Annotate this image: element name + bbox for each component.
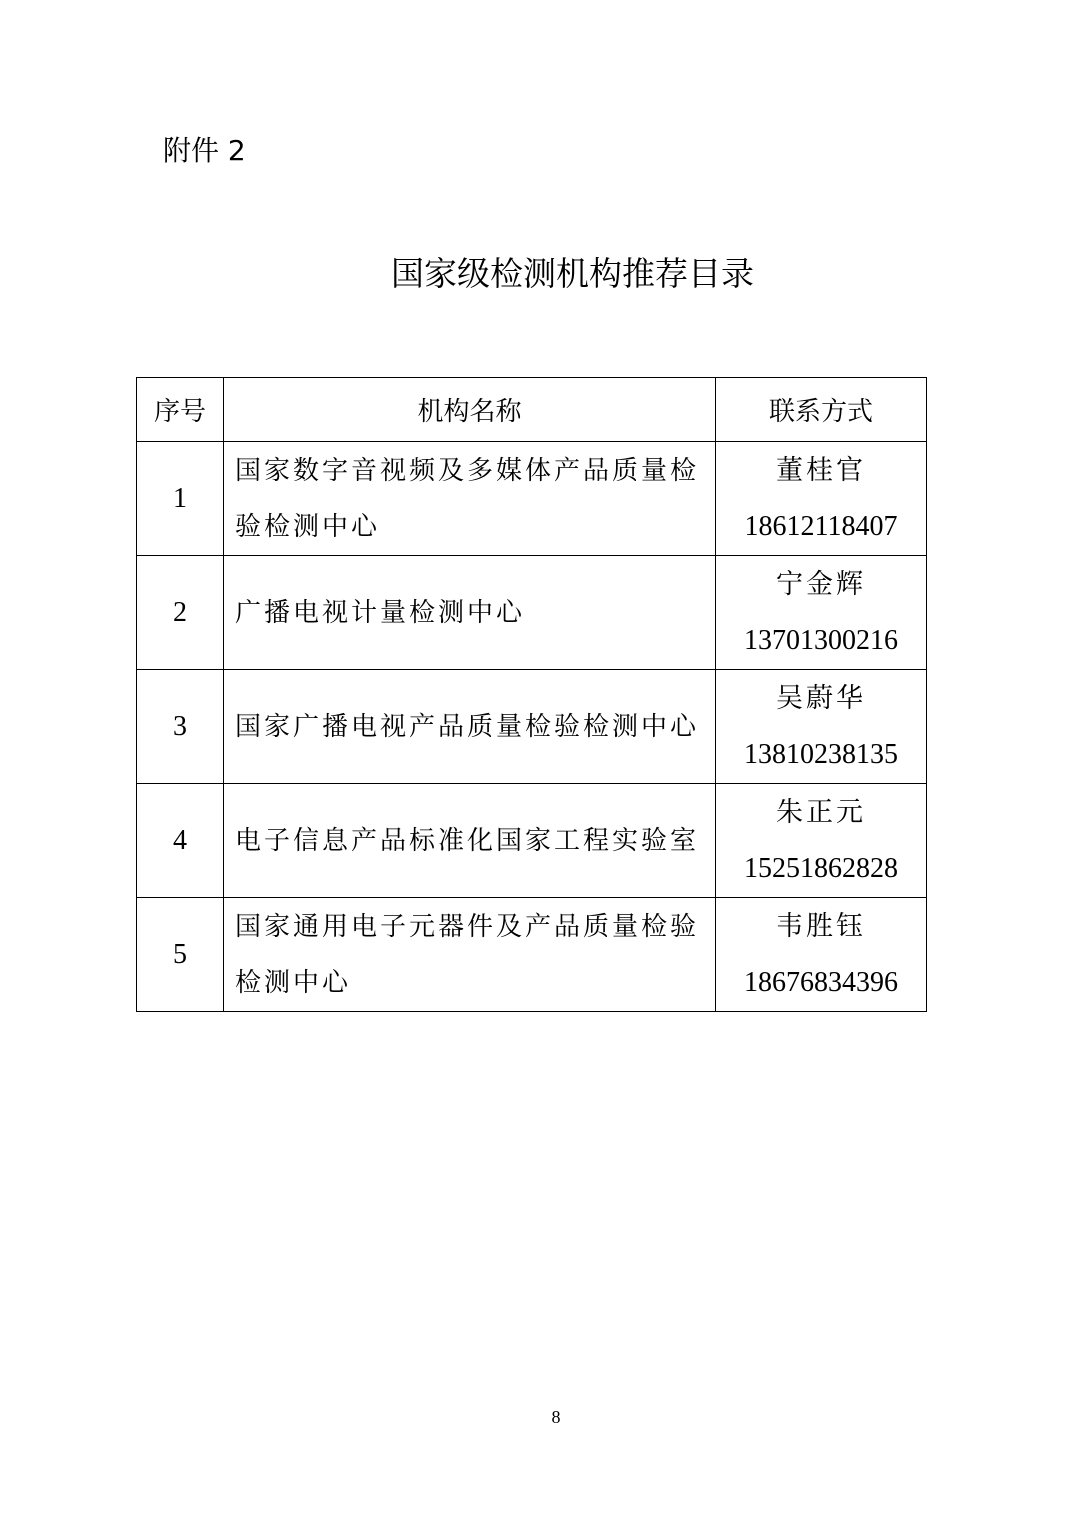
table-row [137, 442, 927, 556]
header-contact: 联系方式 [716, 378, 927, 442]
attachment-label: 附件 2 [163, 134, 246, 167]
row-serial-number: 3 [137, 670, 224, 784]
row-contact [716, 784, 927, 898]
table-row [137, 556, 927, 670]
row-institution-name: 国家数字音视频及多媒体产品质量检验检测中心 [224, 442, 716, 556]
row-institution-name: 电子信息产品标准化国家工程实验室 [224, 784, 716, 898]
document-title: 国家级检测机构推荐目录 [391, 254, 754, 293]
page-number: 8 [551, 1407, 561, 1427]
row-contact [716, 670, 927, 784]
table-row [137, 670, 927, 784]
institution-table-container [136, 377, 926, 1012]
row-serial-number: 5 [137, 898, 224, 1012]
row-institution-name: 国家通用电子元器件及产品质量检验检测中心 [224, 898, 716, 1012]
row-contact [716, 556, 927, 670]
contact-phone: 15251862828 [744, 852, 898, 884]
row-serial-number: 2 [137, 556, 224, 670]
header-serial-number: 序号 [137, 378, 224, 442]
table-row [137, 784, 927, 898]
contact-phone: 18676834396 [744, 966, 898, 998]
header-institution-name: 机构名称 [224, 378, 716, 442]
row-serial-number: 4 [137, 784, 224, 898]
row-institution-name: 国家广播电视产品质量检验检测中心 [224, 670, 716, 784]
contact-person: 宁金辉 [776, 568, 866, 600]
institution-table [136, 377, 927, 1012]
row-serial-number: 1 [137, 442, 224, 556]
contact-person: 董桂官 [776, 454, 866, 486]
contact-phone: 13810238135 [744, 738, 898, 770]
row-contact [716, 442, 927, 556]
row-contact [716, 898, 927, 1012]
contact-person: 吴蔚华 [776, 682, 866, 714]
table-row [137, 898, 927, 1012]
row-institution-name: 广播电视计量检测中心 [224, 556, 716, 670]
contact-person: 朱正元 [776, 796, 866, 828]
table-header-row [137, 378, 927, 442]
contact-phone: 18612118407 [744, 510, 898, 542]
contact-phone: 13701300216 [744, 624, 898, 656]
contact-person: 韦胜钰 [776, 910, 866, 942]
